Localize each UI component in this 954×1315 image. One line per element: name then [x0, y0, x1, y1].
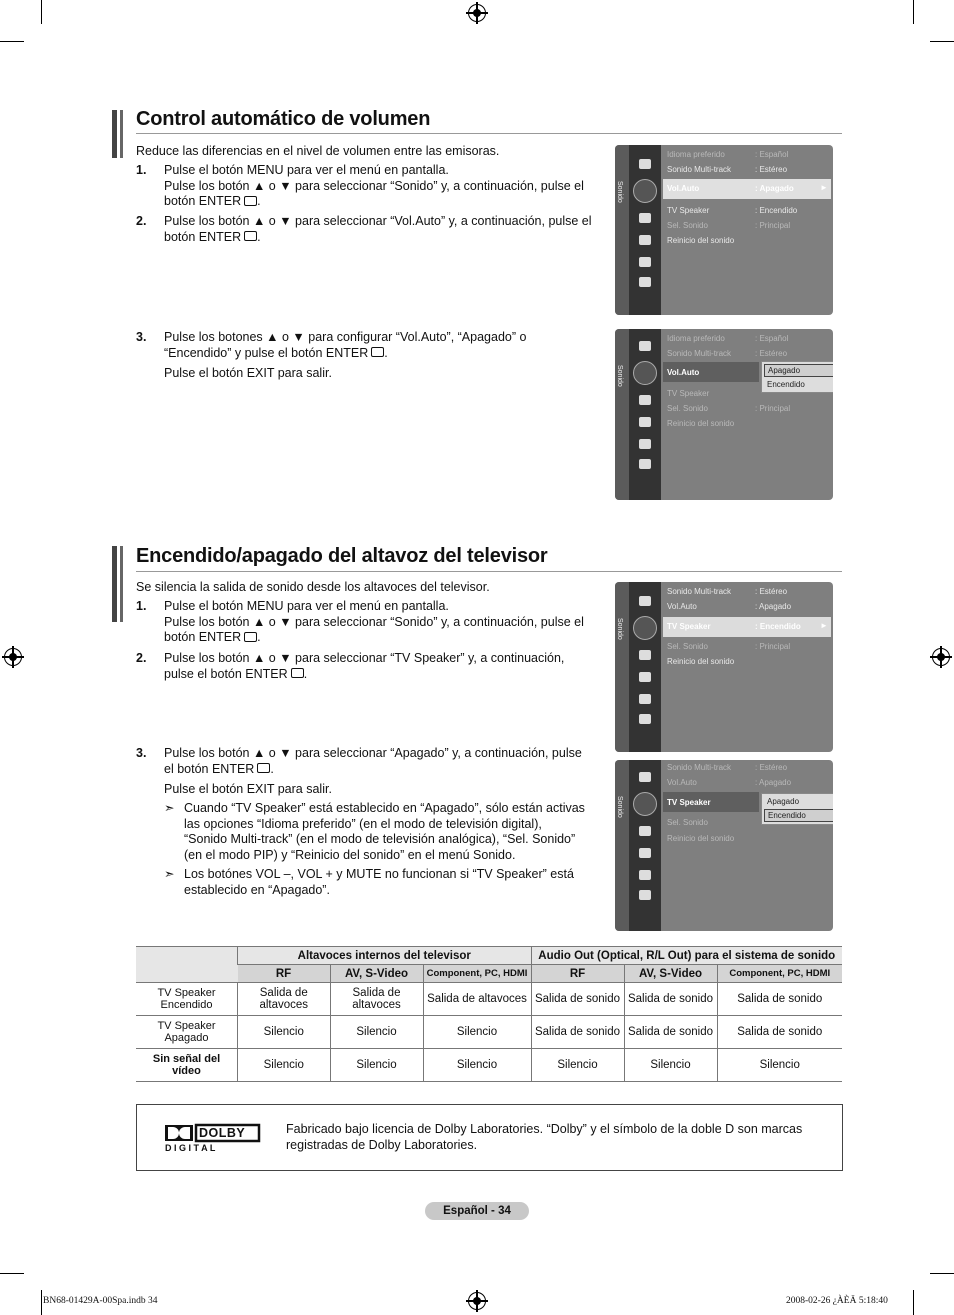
- footer-timestamp: 2008-02-26 ¿ÀÈÄ 5:18:40: [786, 1296, 888, 1306]
- menu-row: Sonido Multi-track : Estéreo: [667, 587, 788, 596]
- note: ➣ Cuando “TV Speaker” está establecido en “Apagado”, sólo están activas las opciones “Idioma preferido” (en el modo de televisión digital), “Sonido Multi-track” (en el modo de televisión analógica), “Sel. Sonido” (en el modo PIP) y “Reinicio del sonido” en el menú Sonido.: [164, 801, 585, 862]
- note-marker-icon: ➣: [164, 801, 175, 815]
- menu-row: Reinicio del sonido: [667, 236, 735, 245]
- picture-icon: [639, 772, 651, 782]
- page-number-badge: Español - 34: [425, 1202, 529, 1220]
- option-encendido[interactable]: Encendido: [767, 380, 805, 389]
- channel-icon: [639, 213, 651, 223]
- step-number: 3.: [136, 746, 147, 760]
- menu-row: TV Speaker : Encendido: [667, 206, 798, 215]
- registration-mark-icon: [932, 648, 950, 666]
- table-col-header: RF: [531, 965, 624, 983]
- registration-mark-icon: [468, 4, 486, 22]
- menu-row: Vol.Auto : Apagado: [667, 184, 794, 193]
- option-popup: [761, 793, 833, 825]
- option-popup: [761, 361, 833, 393]
- table-col-header: RF: [238, 965, 331, 983]
- menu-row: Idioma preferido : Español: [667, 334, 789, 343]
- dolby-license-box: [136, 1104, 843, 1171]
- menu-row: Vol.Auto: [667, 368, 700, 377]
- sound-icon: [633, 792, 657, 816]
- crop-mark: [930, 1273, 954, 1274]
- table-col-header: Component, PC, HDMI: [717, 965, 842, 983]
- menu-row: TV Speaker: [667, 389, 710, 398]
- crop-mark: [41, 1290, 42, 1315]
- option-encendido[interactable]: Encendido: [764, 809, 833, 822]
- menu-row: Sel. Sonido : Principal: [667, 404, 791, 413]
- tv-menu-screenshot: Sonido Sonido Multi-track : Estéreo Vol.Auto : Apagado TV Speaker Sel. Sonido Reinicio del sonido Apagado Encendido: [615, 760, 833, 931]
- menu-row: Sonido Multi-track : Estéreo: [667, 165, 788, 174]
- table-row: TV Speaker Encendido Salida de altavoces Salida de altavoces Salida de altavoces Salida de sonido Salida de sonido Salida de sonido: [136, 983, 842, 1016]
- crop-mark: [913, 1290, 914, 1315]
- menu-row: Sel. Sonido : Principal: [667, 221, 791, 230]
- picture-icon: [639, 159, 651, 169]
- step-text: Pulse los botón ▲ o ▼ para seleccionar “TV Speaker” y, a continuación, pulse el botón ENTER .: [164, 651, 565, 681]
- step-text: Pulse los botones ▲ o ▼ para configurar “Vol.Auto”, “Apagado” o “Encendido” y pulse el botón ENTER . Pulse el botón EXIT para salir.: [164, 330, 527, 380]
- section-title: Encendido/apagado del altavoz del televisor: [136, 545, 548, 567]
- application-icon: [639, 890, 651, 900]
- step-text: Pulse el botón MENU para ver el menú en pantalla. Pulse los botón ▲ o ▼ para seleccionar “Sonido” y, a continuación, pulse el botón ENTER .: [164, 163, 584, 208]
- note: ➣ Los botónes VOL –, VOL + y MUTE no funcionan si “TV Speaker” está establecido en “Apagado”.: [164, 867, 574, 897]
- arrow-right-icon: ►: [820, 183, 828, 192]
- input-icon: [639, 257, 651, 267]
- registration-mark-icon: [468, 1292, 486, 1310]
- enter-icon: [371, 347, 384, 357]
- section-rule: [136, 133, 842, 134]
- step-text: Pulse los botón ▲ o ▼ para seleccionar “Vol.Auto” y, a continuación, pulse el botón ENTER .: [164, 214, 592, 244]
- menu-row: Idioma preferido : Español: [667, 150, 789, 159]
- dolby-digital-logo: DOLBY D I G I T A L: [165, 1123, 261, 1160]
- menu-row: Reinicio del sonido: [667, 657, 735, 666]
- menu-row: Sonido Multi-track : Estéreo: [667, 349, 788, 358]
- crop-mark: [0, 1273, 24, 1274]
- menu-row: Reinicio del sonido: [667, 419, 735, 428]
- crop-mark: [913, 0, 914, 24]
- crop-mark: [0, 41, 24, 42]
- menu-row: Sel. Sonido : Principal: [667, 642, 791, 651]
- menu-row: TV Speaker: [667, 798, 711, 807]
- menu-row: Reinicio del sonido: [667, 834, 735, 843]
- table-col-header: AV, S-Video: [624, 965, 717, 983]
- input-icon: [639, 870, 651, 880]
- setup-gear-icon: [639, 417, 651, 427]
- intro-text: Reduce las diferencias en el nivel de volumen entre las emisoras.: [136, 144, 500, 158]
- speaker-output-table: [136, 946, 842, 1082]
- application-icon: [639, 277, 651, 287]
- application-icon: [639, 714, 651, 724]
- sound-icon: [633, 616, 657, 640]
- channel-icon: [639, 650, 651, 660]
- channel-icon: [639, 395, 651, 405]
- section-bar: [120, 110, 123, 158]
- arrow-right-icon: ►: [820, 621, 828, 630]
- setup-gear-icon: [639, 848, 651, 858]
- step-number: 1.: [136, 163, 147, 177]
- picture-icon: [639, 341, 651, 351]
- registration-mark-icon: [4, 648, 22, 666]
- section-rule: [136, 571, 842, 572]
- step-number: 1.: [136, 599, 147, 613]
- option-apagado[interactable]: Apagado: [764, 364, 833, 377]
- section-bar: [120, 546, 123, 622]
- option-apagado[interactable]: Apagado: [767, 797, 800, 806]
- setup-gear-icon: [639, 672, 651, 682]
- enter-icon: [244, 231, 257, 241]
- dolby-license-text: Fabricado bajo licencia de Dolby Laboratories. “Dolby” y el símbolo de la doble D son marcas registradas de Dolby Laboratories.: [286, 1122, 803, 1152]
- table-group-header: Altavoces internos del televisor: [238, 947, 532, 965]
- section-bar: [112, 546, 117, 622]
- crop-mark: [930, 41, 954, 42]
- tv-menu-screenshot: Sonido Idioma preferido : Español Sonido Multi-track : Estéreo Vol.Auto TV Speaker Sel. Sonido : Principal Reinicio del sonido Apagado Encendido: [615, 329, 833, 500]
- menu-row: Sel. Sonido: [667, 818, 708, 827]
- note-marker-icon: ➣: [164, 867, 175, 881]
- step-text: Pulse el botón MENU para ver el menú en pantalla. Pulse los botón ▲ o ▼ para seleccionar “Sonido” y, a continuación, pulse el botón ENTER .: [164, 599, 584, 644]
- step-text: Pulse los botón ▲ o ▼ para seleccionar “Apagado” y, a continuación, pulse el botón ENTER . Pulse el botón EXIT para salir.: [164, 746, 582, 796]
- tv-menu-screenshot: Sonido Sonido Multi-track : Estéreo Vol.Auto : Apagado TV Speaker : Encendido ► Sel. Sonido : Principal Reinicio del sonido: [615, 582, 833, 752]
- step-number: 2.: [136, 214, 147, 228]
- sound-icon: [633, 361, 657, 385]
- table-col-header: AV, S-Video: [330, 965, 423, 983]
- application-icon: [639, 459, 651, 469]
- table-row: Sin señal del vídeo Silencio Silencio Silencio Silencio Silencio Silencio: [136, 1049, 842, 1082]
- input-icon: [639, 439, 651, 449]
- sound-icon: [633, 179, 657, 203]
- section-title: Control automático de volumen: [136, 108, 431, 130]
- step-number: 3.: [136, 330, 147, 344]
- crop-mark: [41, 0, 42, 24]
- enter-icon: [244, 632, 257, 642]
- step-number: 2.: [136, 651, 147, 665]
- menu-row: Sonido Multi-track : Estéreo: [667, 763, 788, 772]
- table-group-header: Audio Out (Optical, R/L Out) para el sistema de sonido: [531, 947, 842, 965]
- channel-icon: [639, 826, 651, 836]
- menu-row: Vol.Auto : Apagado: [667, 778, 792, 787]
- input-icon: [639, 694, 651, 704]
- table-row: TV Speaker Apagado Silencio Silencio Silencio Salida de sonido Salida de sonido Salida de sonido: [136, 1016, 842, 1049]
- menu-row: Vol.Auto : Apagado: [667, 602, 792, 611]
- menu-row: TV Speaker : Encendido: [667, 622, 801, 631]
- setup-gear-icon: [639, 235, 651, 245]
- table-col-header: Component, PC, HDMI: [423, 965, 531, 983]
- enter-icon: [244, 196, 257, 206]
- picture-icon: [639, 596, 651, 606]
- intro-text: Se silencia la salida de sonido desde los altavoces del televisor.: [136, 580, 490, 594]
- section-bar: [112, 110, 117, 158]
- footer-file-info: BN68-01429A-00Spa.indb 34: [43, 1296, 158, 1306]
- enter-icon: [257, 763, 270, 773]
- enter-icon: [291, 668, 304, 678]
- tv-menu-screenshot: Sonido Idioma preferido : Español Sonido Multi-track : Estéreo Vol.Auto : Apagado ► TV Speaker : Encendido Sel. Sonido : Principal Reinicio del sonido: [615, 145, 833, 315]
